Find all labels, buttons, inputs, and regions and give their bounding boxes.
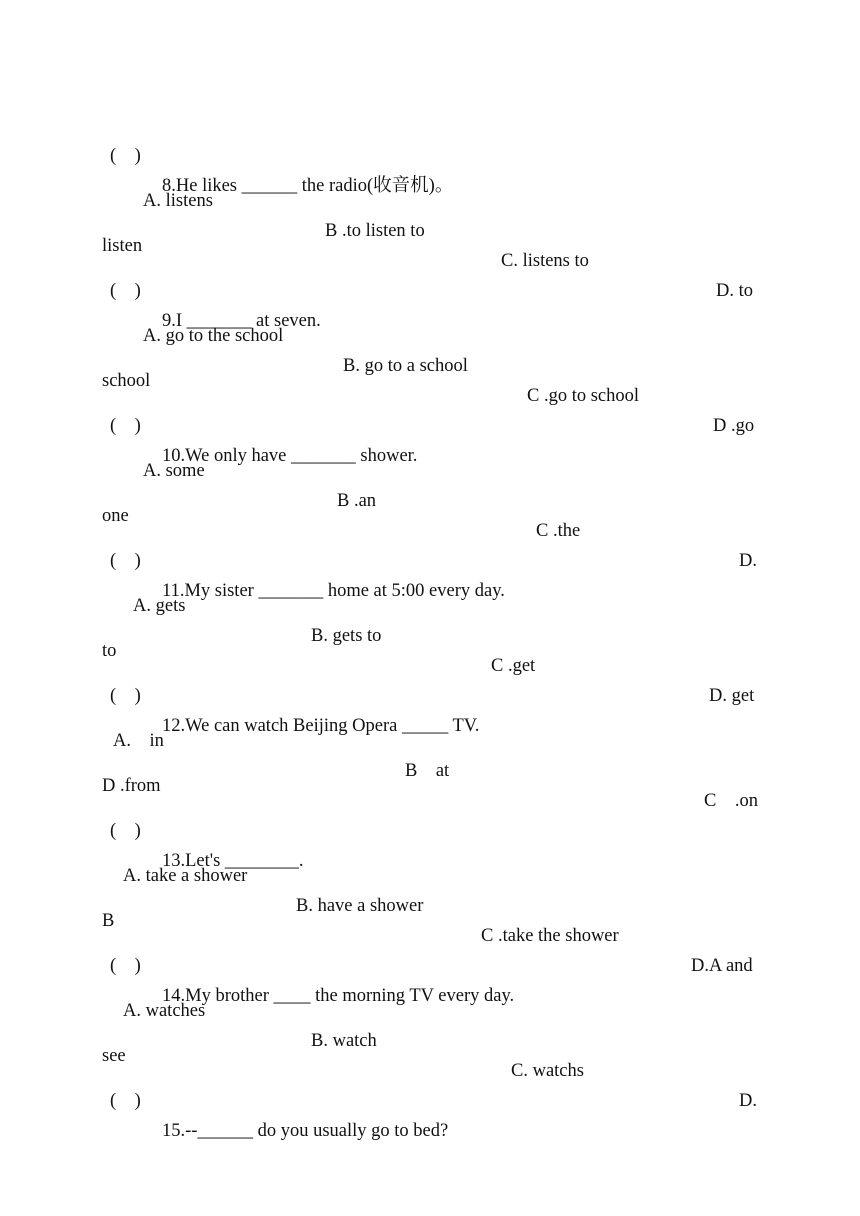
question-8-wrap-row [0, 201, 860, 256]
option-d: D .go [713, 416, 755, 436]
question-9-wrap-row [0, 336, 860, 391]
option-b: B .to listen to [325, 221, 425, 241]
answer-blank-parentheses: ( ) [110, 956, 141, 976]
option-a: A. gets [133, 596, 186, 616]
option-b: B. watch [311, 1031, 377, 1051]
question-8-stem: 8.He likes ______ the radio(收音机)。 [162, 176, 454, 196]
option-d-continued: B [102, 911, 115, 931]
question-13-wrap-row [0, 876, 860, 931]
option-d-continued: to [102, 641, 117, 661]
option-c: C .get [491, 656, 536, 676]
option-a: A. some [143, 461, 205, 481]
option-c: C .go to school [527, 386, 640, 406]
option-d-continued: listen [102, 236, 143, 256]
question-15-stem-row [0, 1056, 860, 1141]
option-d-continued: school [102, 371, 151, 391]
question-13-stem: 13.Let's ________. [162, 851, 304, 871]
question-14-wrap-row [0, 1011, 860, 1066]
option-a: A. go to the school [143, 326, 284, 346]
question-12-wrap-row [0, 741, 860, 796]
option-b: B. go to a school [343, 356, 468, 376]
option-a: A. in [113, 731, 164, 751]
answer-blank-parentheses: ( ) [110, 146, 141, 166]
option-a: A. take a shower [123, 866, 248, 886]
option-c: C .on [704, 791, 758, 811]
question-13-options-row [0, 831, 860, 976]
option-d: D .from [102, 776, 161, 796]
option-b: B at [405, 761, 450, 781]
option-d-continued: see [102, 1046, 126, 1066]
option-b: B. gets to [311, 626, 382, 646]
answer-blank-parentheses: ( ) [110, 1091, 141, 1111]
question-15-stem: 15.--______ do you usually go to bed? [162, 1121, 449, 1141]
question-8-stem-row [0, 111, 860, 196]
option-c: C .the [536, 521, 581, 541]
option-d: D.A and [691, 956, 753, 976]
answer-blank-parentheses: ( ) [110, 281, 141, 301]
option-c: C. listens to [501, 251, 589, 271]
question-9-options-row [0, 291, 860, 436]
option-a: A. listens [143, 191, 213, 211]
question-9-stem: 9.I _______ at seven. [162, 311, 321, 331]
question-10-stem: 10.We only have _______ shower. [162, 446, 418, 466]
question-13-stem-row [0, 786, 860, 871]
question-11-wrap-row [0, 606, 860, 661]
question-11-stem: 11.My sister _______ home at 5:00 every day. [162, 581, 505, 601]
answer-blank-parentheses: ( ) [110, 686, 141, 706]
answer-blank-parentheses: ( ) [110, 551, 141, 571]
question-10-wrap-row [0, 471, 860, 526]
option-c: C .take the shower [481, 926, 619, 946]
option-d: D. to [716, 281, 753, 301]
option-d: D. [739, 1091, 757, 1111]
option-d: D. [739, 551, 757, 571]
question-12-stem: 12.We can watch Beijing Opera _____ TV. [162, 716, 480, 736]
question-8-options-row [0, 156, 860, 301]
option-b: B. have a shower [296, 896, 424, 916]
answer-blank-parentheses: ( ) [110, 416, 141, 436]
option-b: B .an [337, 491, 377, 511]
option-d: D. get [709, 686, 755, 706]
answer-blank-parentheses: ( ) [110, 821, 141, 841]
question-11-options-row [0, 561, 860, 706]
question-11-stem-row [0, 516, 860, 601]
option-c: C. watchs [511, 1061, 584, 1081]
option-d-continued: one [102, 506, 129, 526]
option-a: A. watches [123, 1001, 206, 1021]
question-14-stem: 14.My brother ____ the morning TV every day. [162, 986, 515, 1006]
